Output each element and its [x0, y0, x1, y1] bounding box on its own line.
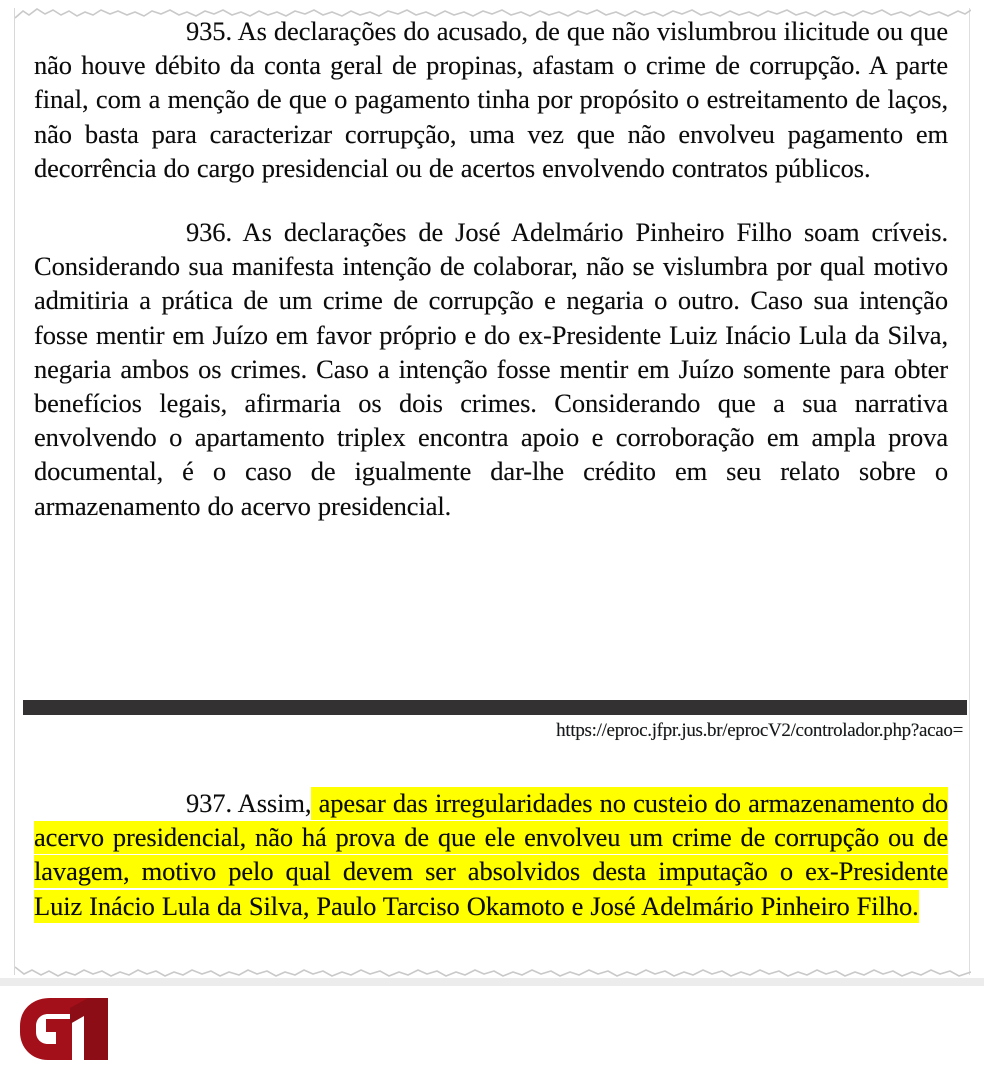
- section-divider: [0, 978, 984, 986]
- paragraph-937: [20, 786, 966, 923]
- page-break-black-bar: [23, 700, 967, 715]
- g1-logo-icon: [20, 998, 108, 1060]
- paragraph-936: 936. As declarações de José Adelmário Pinheiro Filho soam críveis. Considerando sua manifesta intenção de colaborar, não se vislumbra por qual motivo admitiria a prática de um crime de corrupção e negaria o outro. Caso sua intenção fosse mentir em Juízo em favor próprio e do ex-Presidente Luiz Inácio Lula da Silva, negaria ambos os crimes. Caso a intenção fosse mentir em Juízo somente para obter benefícios legais, afirmaria os dois crimes. Considerando que a sua narrativa envolvendo o apartamento triplex encontra apoio e corroboração em ampla prova documental, é o caso de igualmente dar-lhe crédito em seu relato sobre o armazenamento do acervo presidencial.: [34, 217, 948, 521]
- paragraph-937-highlight: apesar das irregularidades no custeio do armazenamento do acervo presidencial, não há prova de que ele envolveu um crime de corrupção ou de lavagem, motivo pelo qual devem ser absolvidos desta imputação o ex-Presidente Luiz Inácio Lula da Silva, Paulo Tarciso Okamoto e José Adelmário Pinheiro Filho.: [34, 788, 948, 921]
- document-text-body: [20, 14, 966, 523]
- paragraph-937-lead: 937. Assim,: [186, 788, 312, 818]
- logo-footer: [0, 986, 984, 1075]
- paragraph-937-container: [20, 786, 966, 923]
- scanned-document-sheet: [14, 8, 970, 975]
- footer-url-row: [15, 720, 967, 742]
- paragraph-935: 935. As declarações do acusado, de que não vislumbrou ilicitude ou que não houve débito da conta geral de propinas, afastam o crime de corrupção. A parte final, com a menção de que o pagamento tinha por propósito o estreitamento de laços, não basta para caracterizar corrupção, uma vez que não envolveu pagamento em decorrência do cargo presidencial ou de acertos envolvendo contratos públicos.: [34, 16, 948, 183]
- g1-logo-one-shape: [70, 998, 108, 1060]
- source-url-text: https://eproc.jfpr.jus.br/eprocV2/controlador.php?acao=: [556, 720, 963, 741]
